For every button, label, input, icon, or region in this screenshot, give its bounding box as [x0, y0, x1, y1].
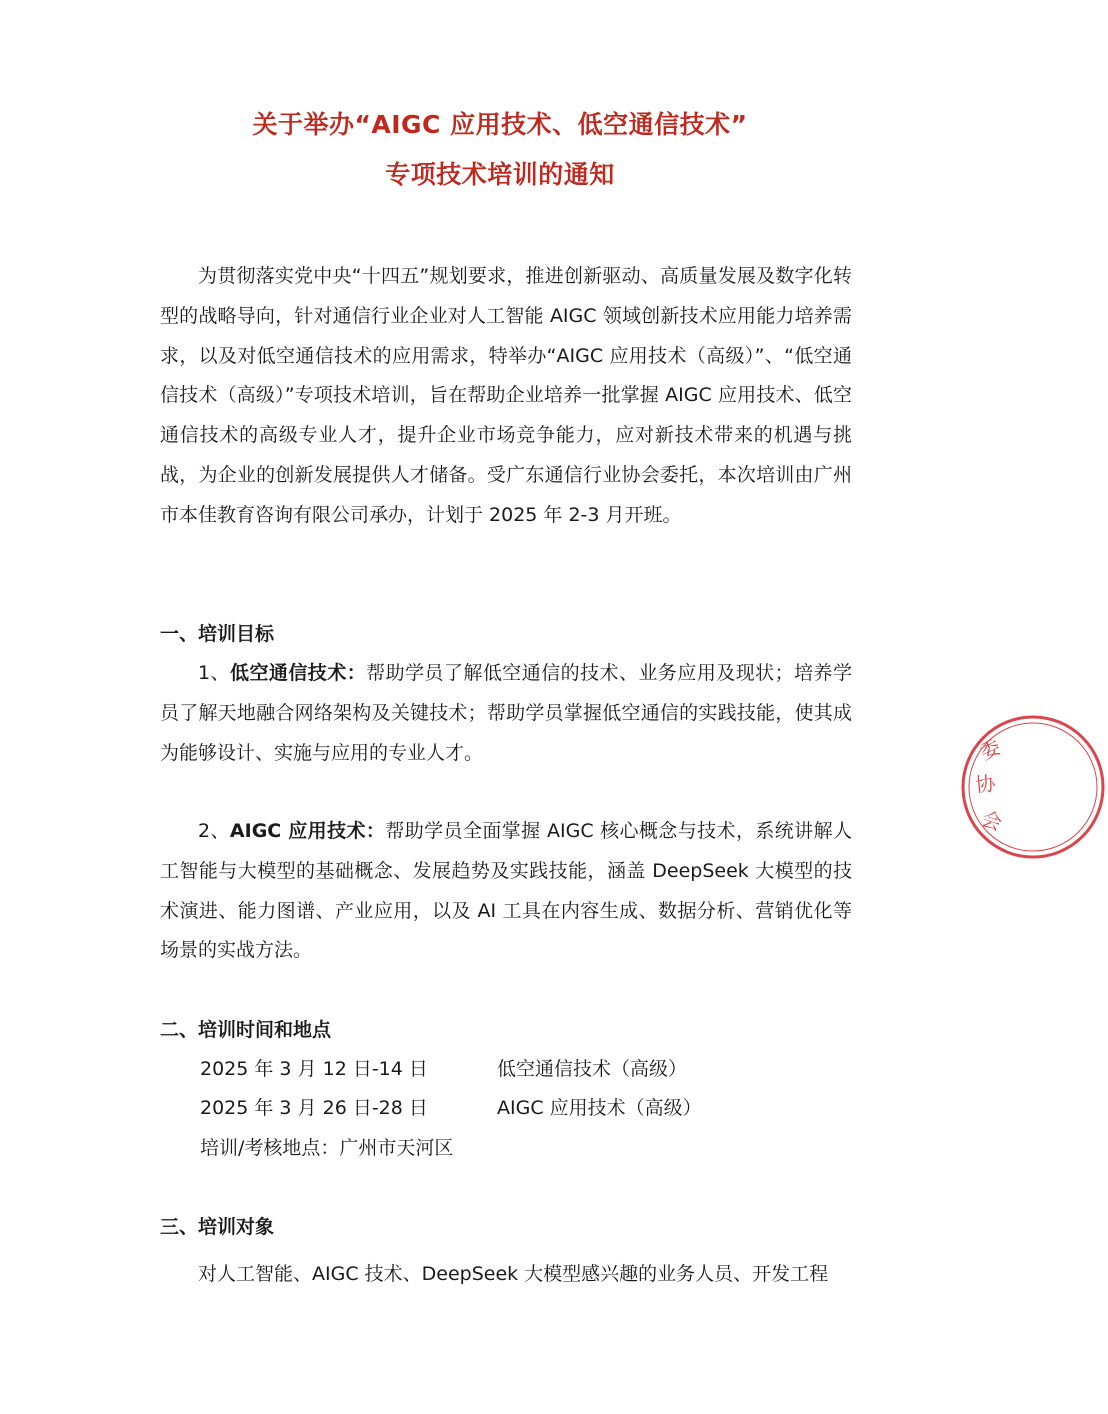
svg-text:委: 委: [975, 734, 1005, 765]
schedule-course: AIGC 应用技术（高级）: [497, 1097, 702, 1119]
section-heading-time-location: 二、培训时间和地点: [160, 1019, 332, 1041]
training-location: 培训/考核地点：广州市天河区: [200, 1137, 454, 1159]
goal-1-paragraph: [160, 654, 852, 773]
goal-1-prefix: 1、: [198, 662, 230, 684]
notice-title-line1: 关于举办“AIGC 应用技术、低空通信技术”: [252, 110, 748, 139]
goal-item-1: [160, 654, 852, 773]
svg-text:会: 会: [978, 806, 1006, 836]
section-heading-audience: 三、培训对象: [160, 1216, 275, 1238]
intro-paragraph: [160, 257, 852, 536]
schedule-date: 2025 年 3 月 12 日-14 日: [200, 1058, 428, 1080]
notice-title-line2: 专项技术培训的通知: [385, 160, 615, 189]
audience-text: 对人工智能、AIGC 技术、DeepSeek 大模型感兴趣的业务人员、开发工程: [198, 1263, 829, 1285]
goal-2-label: AIGC 应用技术：: [229, 820, 386, 842]
audience-paragraph: [160, 1255, 852, 1295]
seal-stamp-icon: [958, 712, 1108, 862]
schedule-course: 低空通信技术（高级）: [497, 1058, 688, 1080]
intro-text: 为贯彻落实党中央“十四五”规划要求，推进创新驱动、高质量发展及数字化转型的战略导向，针对通信行业企业对人工智能 AIGC 领域创新技术应用能力培养需求，以及对低空通信技术的应用需求，特举办“AIGC 应用技术（高级）”、“低空通信技术（高级）”专项技术培训，旨在帮助企业培养一批掌握 AIGC 应用技术、低空通信技术的高级专业人才，提升企业市场竞争能力，应对新技术带来的机遇与挑战，为企业的创新发展提供人才储备。受广东通信行业协会委托，本次培训由广州市本佳教育咨询有限公司承办，计划于 2025 年 2-3 月开班。: [160, 265, 852, 526]
goal-1-text: 帮助学员了解低空通信的技术、业务应用及现状；培养学员了解天地融合网络架构及关键技术；帮助学员掌握低空通信的实践技能，使其成为能够设计、实施与应用的专业人才。: [160, 662, 852, 764]
schedule-row: [200, 1055, 687, 1083]
goal-2-text: 帮助学员全面掌握 AIGC 核心概念与技术，系统讲解人工智能与大模型的基础概念、发展趋势及实践技能，涵盖 DeepSeek 大模型的技术演进、能力图谱、产业应用，以及 AI 工具在内容生成、数据分析、营销优化等场景的实战方法。: [160, 820, 853, 962]
goal-2-paragraph: [160, 812, 852, 971]
schedule-row: [200, 1094, 702, 1122]
svg-text:协: 协: [974, 771, 997, 797]
goal-2-prefix: 2、: [198, 820, 230, 842]
goal-1-label: 低空通信技术：: [230, 662, 367, 684]
schedule-date: 2025 年 3 月 26 日-28 日: [200, 1097, 428, 1119]
section-heading-goals: 一、培训目标: [160, 623, 275, 645]
goal-item-2: [160, 812, 852, 971]
